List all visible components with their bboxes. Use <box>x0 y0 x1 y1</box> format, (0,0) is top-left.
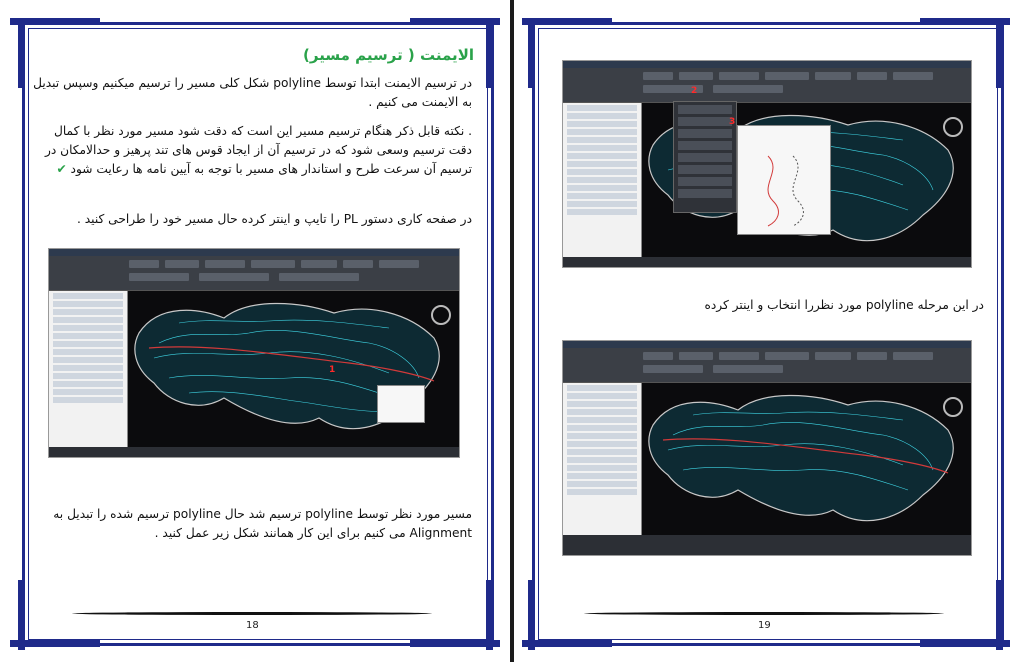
toolspace-panel <box>49 291 128 447</box>
convert-instruction: مسیر مورد نظر توسط polyline ترسیم شد حال polyline ترسیم شده را تبدیل به Alignment می کنیم برای این کار همانند شکل زیر عمل کنید . <box>53 507 472 540</box>
corner-ornament <box>996 18 1003 88</box>
step-marker-3: 3 <box>729 117 736 127</box>
note-paragraph <box>32 122 472 179</box>
polyline-properties-tooltip <box>377 385 425 423</box>
civil3d-screenshot-polyline <box>48 248 460 458</box>
view-cube-icon <box>431 305 451 325</box>
corner-ornament <box>410 640 500 647</box>
civil3d-screenshot-select-polyline <box>562 340 972 556</box>
command-line-bar <box>49 447 459 457</box>
window-title-bar <box>563 341 971 348</box>
right-page <box>514 0 1024 662</box>
intro-paragraph: در ترسیم الایمنت ابتدا توسط polyline شکل کلی مسیر را ترسیم میکنیم وسپس تبدیل به الایمنت می کنیم . <box>33 76 472 109</box>
corner-ornament <box>522 640 612 647</box>
step-marker-2: 2 <box>691 86 698 96</box>
step-marker-1: 1 <box>329 365 336 375</box>
command-line-bar <box>563 257 971 267</box>
create-alignment-tooltip <box>737 125 831 235</box>
ribbon-toolbar <box>49 256 459 291</box>
window-title-bar <box>563 61 971 68</box>
corner-ornament <box>10 640 100 647</box>
corner-ornament <box>920 640 1010 647</box>
select-polyline-instruction: در این مرحله polyline مورد نظررا انتخاب و اینتر کرده <box>704 298 984 312</box>
footer-rule <box>72 612 432 615</box>
window-title-bar <box>49 249 459 256</box>
view-cube-icon <box>943 117 963 137</box>
footer-rule <box>584 612 944 615</box>
view-cube-icon <box>943 397 963 417</box>
terrain-contour-map <box>643 385 965 535</box>
corner-ornament <box>486 18 493 88</box>
ribbon-toolbar <box>563 348 971 383</box>
note-text: . نکته قابل ذکر هنگام ترسیم مسیر این است که دقت شود مسیر مورد نظر با کمال دقت ترسیم وسعی شود که در ترسیم آن از ایجاد قوس های تند پرهیز و حدالامکان در ترسیم آن سرعت طرح و استاندار های مسیر با توجه به آیین نامه ها رعایت شود <box>44 124 472 176</box>
pl-instruction: در صفحه کاری دستور PL را تایپ و اینتر کرده حال مسیر خود را طراحی کنید . <box>77 212 472 226</box>
page-number: 19 <box>758 620 771 631</box>
toolspace-panel <box>563 383 642 535</box>
left-page <box>0 0 510 662</box>
corner-ornament <box>18 18 25 88</box>
section-heading: الایمنت ( ترسیم مسیر) <box>303 46 474 64</box>
civil3d-screenshot-create-alignment <box>562 60 972 268</box>
corner-ornament <box>522 18 612 25</box>
toolspace-panel <box>563 103 642 257</box>
corner-ornament <box>528 18 535 88</box>
check-icon: ✔ <box>56 162 67 176</box>
command-line-bar[interactable] <box>563 535 971 555</box>
page-number: 18 <box>246 620 259 631</box>
ribbon-toolbar <box>563 68 971 103</box>
tooltip-preview-diagram <box>738 126 830 234</box>
alignment-dropdown-menu[interactable] <box>673 101 737 213</box>
